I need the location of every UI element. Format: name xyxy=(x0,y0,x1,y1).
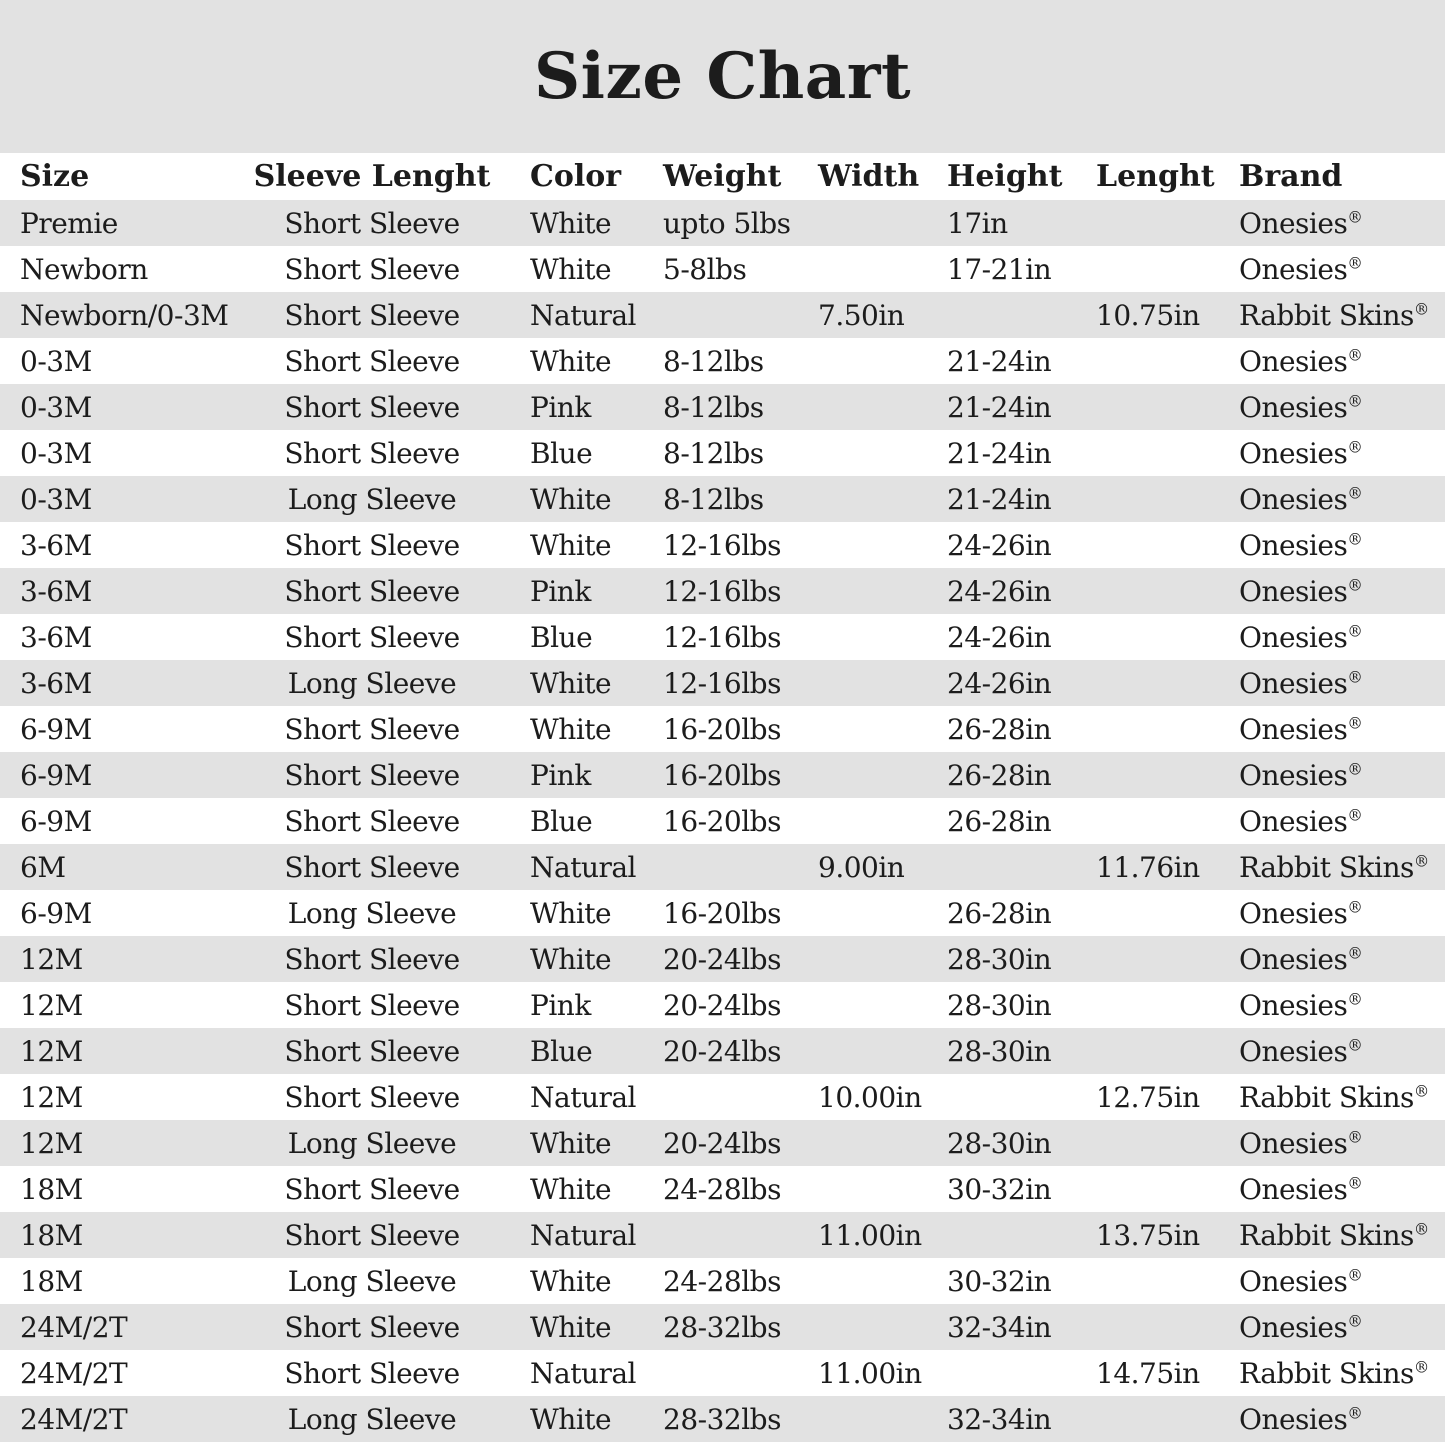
registered-mark: ® xyxy=(1413,1082,1429,1101)
registered-mark: ® xyxy=(1347,1128,1363,1147)
registered-mark: ® xyxy=(1413,300,1429,319)
cell-brand: Onesies® xyxy=(1239,252,1363,286)
cell-sleeve-length: Short Sleeve xyxy=(284,206,460,240)
cell-height: 30-32in xyxy=(947,1264,1052,1298)
cell-sleeve-length: Short Sleeve xyxy=(284,252,460,286)
cell-height: 24-26in xyxy=(947,528,1052,562)
table-row xyxy=(0,1304,1445,1350)
cell-brand: Onesies® xyxy=(1239,896,1363,930)
cell-sleeve-length: Short Sleeve xyxy=(284,712,460,746)
cell-sleeve-length: Short Sleeve xyxy=(284,574,460,608)
cell-brand: Onesies® xyxy=(1239,1402,1363,1436)
registered-mark: ® xyxy=(1347,1036,1363,1055)
cell-size: Newborn xyxy=(20,252,148,286)
cell-brand: Onesies® xyxy=(1239,620,1363,654)
table-row xyxy=(0,1350,1445,1396)
cell-size: 0-3M xyxy=(20,436,92,470)
cell-sleeve-length: Short Sleeve xyxy=(284,298,460,332)
cell-color: White xyxy=(530,528,612,562)
table-body xyxy=(0,200,1445,1442)
cell-color: Natural xyxy=(530,850,637,884)
registered-mark: ® xyxy=(1347,576,1363,595)
registered-mark: ® xyxy=(1413,852,1429,871)
registered-mark: ® xyxy=(1347,668,1363,687)
cell-sleeve-length: Long Sleeve xyxy=(287,1402,457,1436)
table-row xyxy=(0,844,1445,890)
cell-brand: Onesies® xyxy=(1239,482,1363,516)
table-row xyxy=(0,338,1445,384)
cell-size: 12M xyxy=(20,1034,83,1068)
cell-width: 10.00in xyxy=(818,1080,922,1114)
table-row xyxy=(0,246,1445,292)
registered-mark: ® xyxy=(1347,484,1363,503)
table-row xyxy=(0,890,1445,936)
cell-height: 26-28in xyxy=(947,896,1052,930)
registered-mark: ® xyxy=(1347,530,1363,549)
cell-size: 24M/2T xyxy=(20,1402,128,1436)
cell-brand: Onesies® xyxy=(1239,1264,1363,1298)
table-row xyxy=(0,384,1445,430)
cell-size: Premie xyxy=(20,206,118,240)
cell-size: 3-6M xyxy=(20,574,92,608)
table-row xyxy=(0,1028,1445,1074)
registered-mark: ® xyxy=(1347,714,1363,733)
cell-height: 26-28in xyxy=(947,758,1052,792)
cell-size: 6-9M xyxy=(20,896,92,930)
cell-sleeve-length: Long Sleeve xyxy=(287,666,457,700)
table-row xyxy=(0,936,1445,982)
cell-brand: Onesies® xyxy=(1239,666,1363,700)
table-row xyxy=(0,798,1445,844)
cell-width: 9.00in xyxy=(818,850,905,884)
cell-sleeve-length: Long Sleeve xyxy=(287,896,457,930)
cell-brand: Onesies® xyxy=(1239,1172,1363,1206)
cell-color: White xyxy=(530,206,612,240)
header-cell-size: Size xyxy=(20,159,90,194)
registered-mark: ® xyxy=(1347,622,1363,641)
cell-brand: Rabbit Skins® xyxy=(1239,298,1429,332)
registered-mark: ® xyxy=(1347,1266,1363,1285)
table-row xyxy=(0,706,1445,752)
cell-weight: 8-12lbs xyxy=(663,436,764,470)
table-row xyxy=(0,982,1445,1028)
cell-brand: Onesies® xyxy=(1239,758,1363,792)
cell-color: White xyxy=(530,1310,612,1344)
cell-size: 12M xyxy=(20,988,83,1022)
table-row xyxy=(0,752,1445,798)
cell-size: 24M/2T xyxy=(20,1356,128,1390)
cell-height: 32-34in xyxy=(947,1402,1052,1436)
cell-size: 24M/2T xyxy=(20,1310,128,1344)
registered-mark: ® xyxy=(1413,1358,1429,1377)
cell-sleeve-length: Short Sleeve xyxy=(284,988,460,1022)
cell-weight: 5-8lbs xyxy=(663,252,747,286)
cell-sleeve-length: Short Sleeve xyxy=(284,1172,460,1206)
cell-color: White xyxy=(530,896,612,930)
cell-height: 28-30in xyxy=(947,1034,1052,1068)
header-cell-weight: Weight xyxy=(663,159,782,194)
cell-sleeve-length: Short Sleeve xyxy=(284,1310,460,1344)
cell-height: 21-24in xyxy=(947,482,1052,516)
cell-height: 24-26in xyxy=(947,620,1052,654)
cell-weight: 28-32lbs xyxy=(663,1310,781,1344)
table-row xyxy=(0,1166,1445,1212)
cell-weight: 20-24lbs xyxy=(663,1034,781,1068)
cell-sleeve-length: Long Sleeve xyxy=(287,1126,457,1160)
table-row xyxy=(0,1120,1445,1166)
cell-brand: Onesies® xyxy=(1239,390,1363,424)
cell-size: 6-9M xyxy=(20,712,92,746)
cell-weight: 24-28lbs xyxy=(663,1264,781,1298)
registered-mark: ® xyxy=(1347,806,1363,825)
title-band xyxy=(0,0,1445,153)
cell-weight: 8-12lbs xyxy=(663,390,764,424)
cell-length: 11.76in xyxy=(1096,850,1200,884)
table-header-row xyxy=(0,153,1445,200)
cell-color: White xyxy=(530,712,612,746)
registered-mark: ® xyxy=(1347,208,1363,227)
cell-size: 18M xyxy=(20,1264,83,1298)
cell-brand: Onesies® xyxy=(1239,436,1363,470)
registered-mark: ® xyxy=(1347,438,1363,457)
cell-length: 10.75in xyxy=(1096,298,1200,332)
cell-size: 3-6M xyxy=(20,620,92,654)
header-cell-length: Lenght xyxy=(1096,159,1215,194)
cell-sleeve-length: Short Sleeve xyxy=(284,344,460,378)
cell-color: White xyxy=(530,344,612,378)
registered-mark: ® xyxy=(1347,254,1363,273)
cell-height: 24-26in xyxy=(947,666,1052,700)
registered-mark: ® xyxy=(1347,1404,1363,1423)
table-row xyxy=(0,660,1445,706)
cell-sleeve-length: Short Sleeve xyxy=(284,1080,460,1114)
cell-color: White xyxy=(530,1402,612,1436)
cell-weight: 12-16lbs xyxy=(663,528,781,562)
cell-height: 28-30in xyxy=(947,988,1052,1022)
cell-height: 17in xyxy=(947,206,1008,240)
cell-weight: 8-12lbs xyxy=(663,344,764,378)
cell-size: Newborn/0-3M xyxy=(20,298,229,332)
cell-size: 6-9M xyxy=(20,758,92,792)
registered-mark: ® xyxy=(1347,1174,1363,1193)
table-row xyxy=(0,1396,1445,1442)
registered-mark: ® xyxy=(1347,944,1363,963)
cell-brand: Onesies® xyxy=(1239,528,1363,562)
cell-width: 11.00in xyxy=(818,1356,922,1390)
cell-height: 21-24in xyxy=(947,390,1052,424)
cell-height: 26-28in xyxy=(947,712,1052,746)
cell-color: White xyxy=(530,666,612,700)
cell-weight: 12-16lbs xyxy=(663,620,781,654)
cell-brand: Onesies® xyxy=(1239,206,1363,240)
cell-size: 3-6M xyxy=(20,666,92,700)
cell-color: White xyxy=(530,482,612,516)
cell-sleeve-length: Short Sleeve xyxy=(284,1218,460,1252)
cell-brand: Onesies® xyxy=(1239,804,1363,838)
cell-color: Pink xyxy=(530,988,591,1022)
cell-weight: upto 5lbs xyxy=(663,206,791,240)
cell-brand: Rabbit Skins® xyxy=(1239,1356,1429,1390)
cell-color: Pink xyxy=(530,758,591,792)
header-cell-brand: Brand xyxy=(1239,159,1343,194)
cell-size: 0-3M xyxy=(20,390,92,424)
registered-mark: ® xyxy=(1347,346,1363,365)
cell-brand: Onesies® xyxy=(1239,574,1363,608)
cell-brand: Onesies® xyxy=(1239,988,1363,1022)
cell-sleeve-length: Short Sleeve xyxy=(284,758,460,792)
cell-color: Blue xyxy=(530,1034,593,1068)
cell-height: 17-21in xyxy=(947,252,1052,286)
cell-brand: Onesies® xyxy=(1239,344,1363,378)
registered-mark: ® xyxy=(1347,990,1363,1009)
cell-sleeve-length: Short Sleeve xyxy=(284,942,460,976)
cell-size: 18M xyxy=(20,1218,83,1252)
cell-brand: Onesies® xyxy=(1239,1310,1363,1344)
cell-size: 6-9M xyxy=(20,804,92,838)
table-row xyxy=(0,476,1445,522)
header-cell-sleeve-length: Sleeve Lenght xyxy=(253,159,491,194)
registered-mark: ® xyxy=(1413,1220,1429,1239)
table-row xyxy=(0,1074,1445,1120)
cell-height: 21-24in xyxy=(947,344,1052,378)
cell-brand: Rabbit Skins® xyxy=(1239,1080,1429,1114)
cell-sleeve-length: Short Sleeve xyxy=(284,390,460,424)
cell-sleeve-length: Short Sleeve xyxy=(284,620,460,654)
cell-color: Blue xyxy=(530,436,593,470)
table-row xyxy=(0,292,1445,338)
table-row xyxy=(0,1212,1445,1258)
table-row xyxy=(0,568,1445,614)
header-cell-width: Width xyxy=(818,159,920,194)
cell-color: White xyxy=(530,252,612,286)
cell-weight: 24-28lbs xyxy=(663,1172,781,1206)
cell-brand: Rabbit Skins® xyxy=(1239,850,1429,884)
registered-mark: ® xyxy=(1347,1312,1363,1331)
cell-sleeve-length: Short Sleeve xyxy=(284,1034,460,1068)
cell-color: White xyxy=(530,1126,612,1160)
cell-sleeve-length: Short Sleeve xyxy=(284,804,460,838)
cell-size: 0-3M xyxy=(20,482,92,516)
cell-color: Pink xyxy=(530,390,591,424)
cell-color: Natural xyxy=(530,1356,637,1390)
cell-height: 21-24in xyxy=(947,436,1052,470)
page-title: Size Chart xyxy=(533,39,912,114)
cell-color: Natural xyxy=(530,1218,637,1252)
table-row xyxy=(0,614,1445,660)
cell-height: 32-34in xyxy=(947,1310,1052,1344)
registered-mark: ® xyxy=(1347,898,1363,917)
cell-brand: Onesies® xyxy=(1239,1034,1363,1068)
cell-sleeve-length: Long Sleeve xyxy=(287,1264,457,1298)
cell-brand: Rabbit Skins® xyxy=(1239,1218,1429,1252)
cell-weight: 12-16lbs xyxy=(663,666,781,700)
table-row xyxy=(0,522,1445,568)
cell-color: Blue xyxy=(530,804,593,838)
cell-size: 12M xyxy=(20,942,83,976)
cell-color: Natural xyxy=(530,1080,637,1114)
cell-size: 6M xyxy=(20,850,66,884)
cell-length: 13.75in xyxy=(1096,1218,1200,1252)
cell-weight: 16-20lbs xyxy=(663,712,781,746)
cell-sleeve-length: Short Sleeve xyxy=(284,850,460,884)
cell-sleeve-length: Short Sleeve xyxy=(284,1356,460,1390)
cell-color: Natural xyxy=(530,298,637,332)
table-row xyxy=(0,200,1445,246)
cell-weight: 20-24lbs xyxy=(663,988,781,1022)
cell-weight: 20-24lbs xyxy=(663,942,781,976)
cell-size: 12M xyxy=(20,1080,83,1114)
cell-weight: 16-20lbs xyxy=(663,896,781,930)
cell-weight: 8-12lbs xyxy=(663,482,764,516)
cell-size: 18M xyxy=(20,1172,83,1206)
cell-color: Pink xyxy=(530,574,591,608)
cell-color: Blue xyxy=(530,620,593,654)
cell-size: 12M xyxy=(20,1126,83,1160)
cell-length: 14.75in xyxy=(1096,1356,1200,1390)
cell-weight: 20-24lbs xyxy=(663,1126,781,1160)
cell-sleeve-length: Short Sleeve xyxy=(284,436,460,470)
cell-height: 26-28in xyxy=(947,804,1052,838)
cell-brand: Onesies® xyxy=(1239,1126,1363,1160)
cell-weight: 28-32lbs xyxy=(663,1402,781,1436)
cell-color: White xyxy=(530,1172,612,1206)
cell-brand: Onesies® xyxy=(1239,942,1363,976)
cell-size: 0-3M xyxy=(20,344,92,378)
table-row xyxy=(0,1258,1445,1304)
cell-height: 28-30in xyxy=(947,1126,1052,1160)
header-cell-color: Color xyxy=(530,159,622,194)
cell-sleeve-length: Long Sleeve xyxy=(287,482,457,516)
cell-weight: 12-16lbs xyxy=(663,574,781,608)
table-row xyxy=(0,430,1445,476)
cell-height: 28-30in xyxy=(947,942,1052,976)
cell-width: 7.50in xyxy=(818,298,905,332)
header-cell-height: Height xyxy=(947,159,1063,194)
cell-color: White xyxy=(530,1264,612,1298)
cell-length: 12.75in xyxy=(1096,1080,1200,1114)
cell-height: 30-32in xyxy=(947,1172,1052,1206)
cell-color: White xyxy=(530,942,612,976)
cell-height: 24-26in xyxy=(947,574,1052,608)
cell-width: 11.00in xyxy=(818,1218,922,1252)
cell-brand: Onesies® xyxy=(1239,712,1363,746)
registered-mark: ® xyxy=(1347,392,1363,411)
registered-mark: ® xyxy=(1347,760,1363,779)
cell-weight: 16-20lbs xyxy=(663,804,781,838)
cell-sleeve-length: Short Sleeve xyxy=(284,528,460,562)
cell-weight: 16-20lbs xyxy=(663,758,781,792)
cell-size: 3-6M xyxy=(20,528,92,562)
